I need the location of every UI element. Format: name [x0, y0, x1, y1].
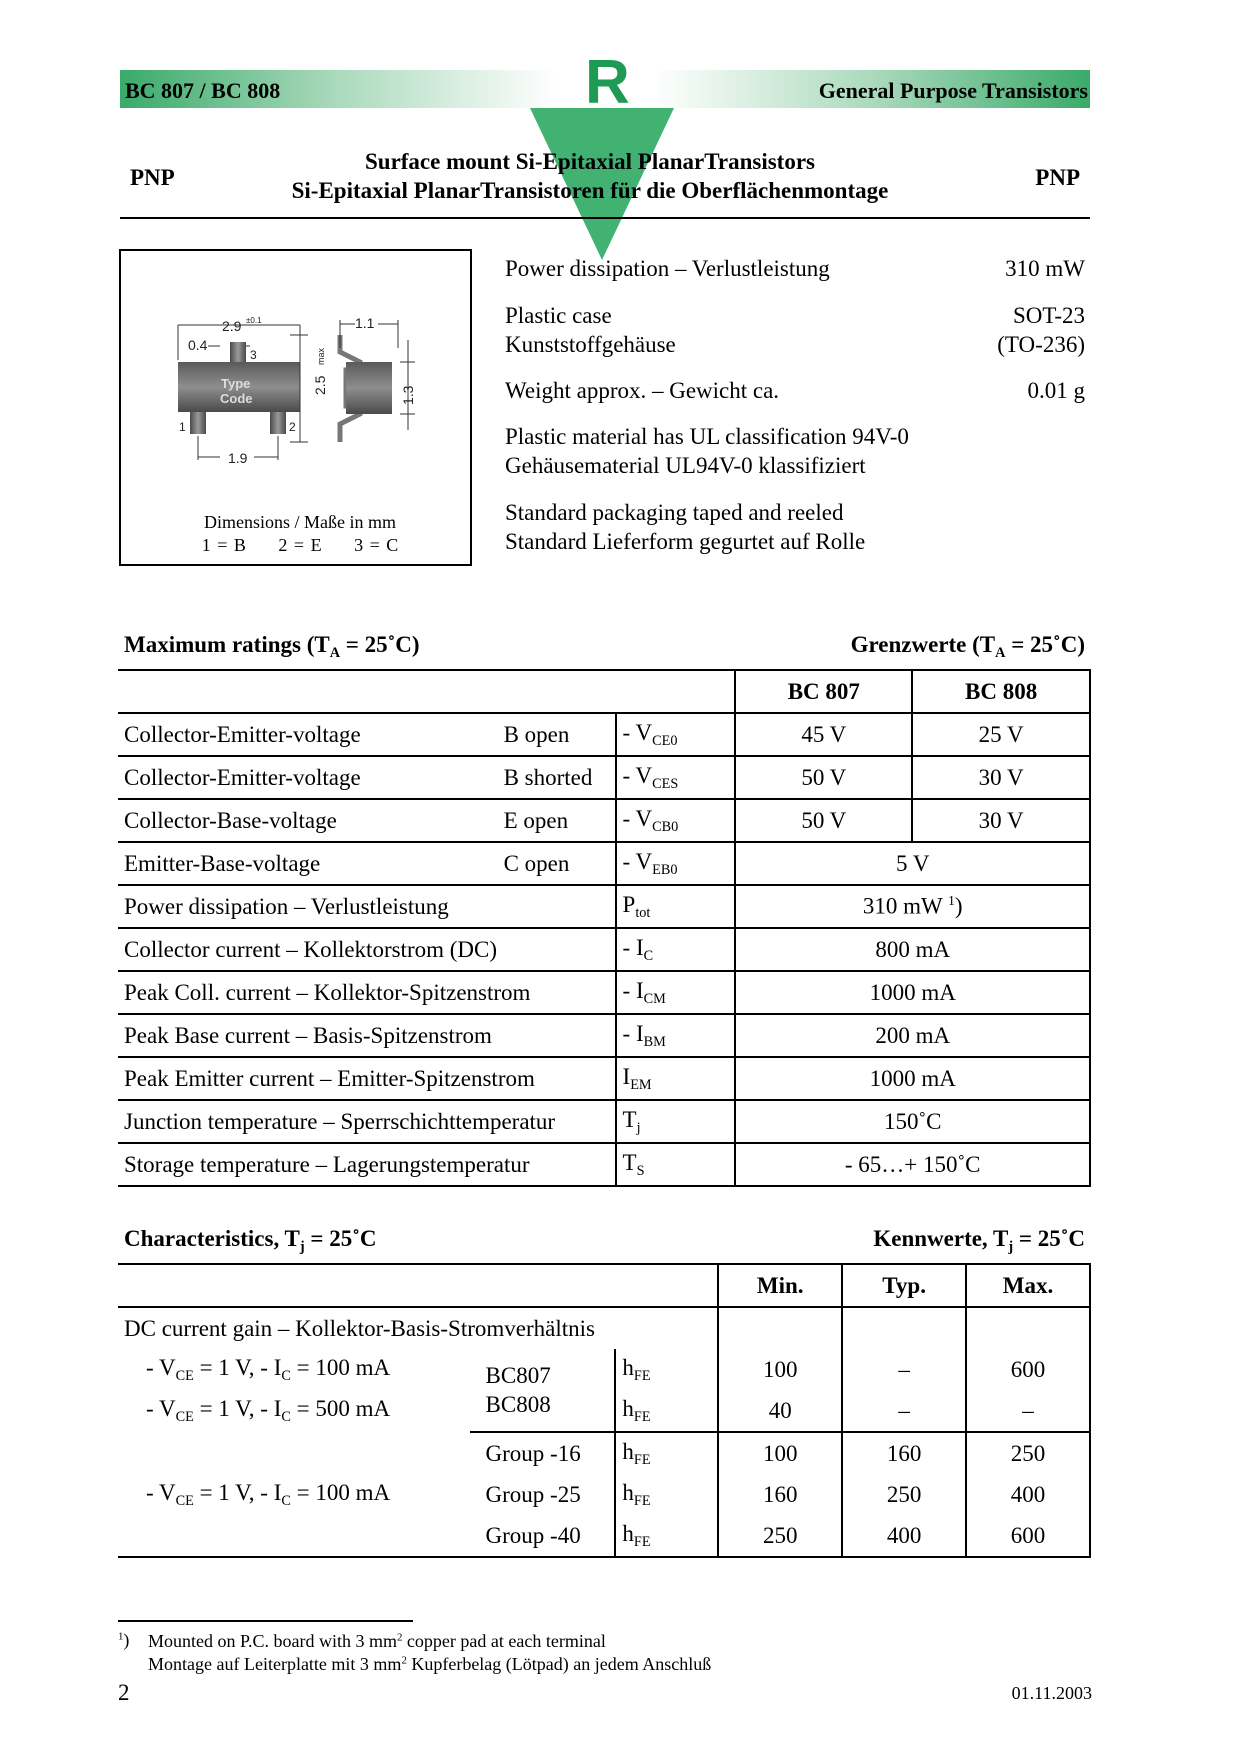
symbol: - $V_{EB0}$ — [616, 842, 736, 885]
table-row — [118, 756, 1090, 799]
symbol: $h_{FE}$ — [615, 1390, 718, 1432]
param: Power dissipation – Verlustleistung — [118, 885, 616, 928]
page-number: 2 — [118, 1680, 130, 1705]
value: 1000 mA — [735, 971, 1090, 1014]
feature-case-value-alt: (TO-236) — [997, 332, 1085, 357]
feature-power-value: 310 mW — [1005, 256, 1085, 281]
value-bc807: 50 V — [735, 799, 912, 842]
feature-ul-en: Plastic material has UL classification 94V-0 — [505, 424, 909, 449]
col-bc808: BC 808 — [912, 670, 1090, 713]
polarity-right: PNP — [1035, 165, 1080, 190]
value-bc808: 30 V — [912, 799, 1090, 842]
feature-case-label-de: Kunststoffgehäuse — [505, 332, 676, 357]
table-row — [118, 1100, 1090, 1143]
polarity-left: PNP — [130, 165, 175, 190]
symbol: $P_{tot}$ — [616, 885, 736, 928]
feature-weight-value: 0.01 g — [1027, 378, 1085, 403]
symbol: $T_j$ — [616, 1100, 736, 1143]
symbol: $h_{FE}$ — [615, 1349, 718, 1390]
value-typ: 160 — [842, 1432, 966, 1474]
value-max: 600 — [966, 1349, 1090, 1390]
symbol: - $I_C$ — [616, 928, 736, 971]
value-typ: – — [842, 1390, 966, 1432]
feature-packaging-de: Standard Lieferform gegurtet auf Rolle — [505, 529, 866, 554]
dim-width: 2.9 — [222, 318, 242, 334]
symbol: - $I_{BM}$ — [616, 1014, 736, 1057]
value-max: 400 — [966, 1474, 1090, 1515]
value-max: 250 — [966, 1432, 1090, 1474]
value-min: 40 — [718, 1390, 842, 1432]
feature-packaging-en: Standard packaging taped and reeled — [505, 500, 844, 525]
device-list: BC807 BC808 — [485, 1363, 551, 1417]
dim-max: max — [316, 347, 326, 365]
param: Collector-Emitter-voltage — [118, 713, 498, 756]
condition: B shorted — [498, 756, 616, 799]
value-bc808: 25 V — [912, 713, 1090, 756]
condition: - $V_{CE} = 1$ V, - $I_C = 100$ mA — [146, 1354, 391, 1384]
type-code-label-2: Code — [220, 391, 253, 406]
value-typ: 400 — [842, 1515, 966, 1557]
pin-assignment: 1 = B 2 = E 3 = C — [201, 535, 399, 555]
condition: - $V_{CE} = 1$ V, - $I_C = 500$ mA — [146, 1396, 391, 1425]
header-part-numbers: BC 807 / BC 808 — [125, 78, 281, 103]
value: 1000 mA — [735, 1057, 1090, 1100]
table-row — [118, 928, 1090, 971]
characteristics-title-de: Kennwerte, $T_j$ = 25˚C — [873, 1226, 1085, 1255]
value-bc807: 50 V — [735, 756, 912, 799]
param: Peak Coll. current – Kollektor-Spitzenstrom — [118, 971, 616, 1014]
value-bc808: 30 V — [912, 756, 1090, 799]
pin-2-label: 2 — [289, 420, 296, 434]
value-max: 600 — [966, 1515, 1090, 1557]
param: Storage temperature – Lagerungstemperatur — [118, 1143, 616, 1186]
param: Emitter-Base-voltage — [118, 842, 498, 885]
col-bc807: BC 807 — [735, 670, 912, 713]
pin-3-label: 3 — [250, 348, 257, 362]
table-row — [118, 1515, 1090, 1557]
footnote-mark: $^1$) — [118, 1630, 130, 1650]
footnote-rule — [118, 1620, 413, 1622]
col-max: Max. — [966, 1264, 1090, 1307]
symbol: $T_S$ — [616, 1143, 736, 1186]
characteristics-table — [118, 1263, 1091, 1558]
dim-pin-pitch: 1.9 — [228, 450, 248, 466]
param: Junction temperature – Sperrschichttemperatur — [118, 1100, 616, 1143]
value-max: – — [966, 1390, 1090, 1432]
dim-pin-width: 0.4 — [188, 337, 208, 353]
feature-power-label: Power dissipation – Verlustleistung — [505, 256, 830, 281]
table-row — [118, 1143, 1090, 1186]
dim-lead-length: 1.1 — [355, 315, 375, 331]
max-ratings-table — [118, 669, 1091, 1187]
symbol: $I_{EM}$ — [616, 1057, 736, 1100]
value: - 65…+ 150˚C — [735, 1143, 1090, 1186]
value: 200 mA — [735, 1014, 1090, 1057]
param: Peak Emitter current – Emitter-Spitzenstrom — [118, 1057, 616, 1100]
max-ratings-title-de: Grenzwerte ($T_A$ = 25˚C) — [850, 632, 1085, 661]
table-row — [118, 1057, 1090, 1100]
table-row — [118, 1349, 1090, 1390]
col-typ: Typ. — [842, 1264, 966, 1307]
value-typ: – — [842, 1349, 966, 1390]
value-min: 100 — [718, 1432, 842, 1474]
value-bc807: 45 V — [735, 713, 912, 756]
table-row — [118, 1474, 1090, 1515]
symbol: - $V_{CB0}$ — [616, 799, 736, 842]
feature-case-label: Plastic case — [505, 303, 612, 328]
symbol: - $V_{CE0}$ — [616, 713, 736, 756]
footnote-line-de: Montage auf Leiterplatte mit 3 $mm^2$ Kupferbelag (Lötpad) an jedem Anschluß — [148, 1654, 712, 1674]
condition: C open — [498, 842, 616, 885]
symbol: - $I_{CM}$ — [616, 971, 736, 1014]
symbol: $h_{FE}$ — [615, 1432, 718, 1474]
dim-tolerance: ±0.1 — [246, 316, 262, 325]
title-german: Si-Epitaxial PlanarTransistoren für die Oberflächenmontage — [291, 178, 889, 203]
pin-1-label: 1 — [179, 420, 186, 434]
symbol: $h_{FE}$ — [615, 1515, 718, 1557]
table-row — [118, 1432, 1090, 1474]
characteristics-title: Characteristics, $T_j$ = 25˚C — [124, 1226, 377, 1255]
dim-height: 2.5 — [312, 375, 328, 395]
param: Peak Base current – Basis-Spitzenstrom — [118, 1014, 616, 1057]
table-row — [118, 713, 1090, 756]
feature-ul-de: Gehäusematerial UL94V-0 klassifiziert — [505, 453, 866, 478]
table-row — [118, 885, 1090, 928]
group-label: Group -40 — [470, 1515, 616, 1557]
value: 310 mW $^1$) — [735, 885, 1090, 928]
feature-weight-label: Weight approx. – Gewicht ca. — [505, 378, 780, 403]
type-code-label-1: Type — [221, 376, 251, 391]
header-rule — [120, 217, 1090, 219]
value: 150˚C — [735, 1100, 1090, 1143]
param: Collector-Emitter-voltage — [118, 756, 498, 799]
param: Collector-Base-voltage — [118, 799, 498, 842]
feature-case-value: SOT-23 — [1013, 303, 1085, 328]
section-label: DC current gain – Kollektor-Basis-Stromverhältnis — [124, 1315, 595, 1341]
table-header-row — [118, 670, 1090, 713]
title-english: Surface mount Si-Epitaxial PlanarTransistors — [364, 149, 815, 174]
table-header-row — [118, 1264, 1090, 1307]
group-label: Group -16 — [470, 1432, 616, 1474]
value-typ: 250 — [842, 1474, 966, 1515]
table-row — [118, 971, 1090, 1014]
table-row — [118, 1307, 1090, 1349]
footnote-line-en: Mounted on P.C. board with 3 $mm^2$ copper pad at each terminal — [148, 1631, 606, 1651]
package-caption: Dimensions / Maße in mm — [204, 512, 396, 532]
condition: E open — [498, 799, 616, 842]
value-min: 250 — [718, 1515, 842, 1557]
value: 800 mA — [735, 928, 1090, 971]
header-category: General Purpose Transistors — [818, 78, 1088, 103]
condition: - $V_{CE} = 1$ V, - $I_C = 100$ mA — [146, 1479, 391, 1509]
brand-logo: R — [585, 48, 630, 117]
table-row — [118, 799, 1090, 842]
group-label: Group -25 — [485, 1481, 581, 1507]
table-row — [118, 1014, 1090, 1057]
value-min: 160 — [718, 1474, 842, 1515]
col-min: Min. — [718, 1264, 842, 1307]
symbol: - $V_{CES}$ — [616, 756, 736, 799]
condition: B open — [498, 713, 616, 756]
value-min: 100 — [718, 1349, 842, 1390]
param: Collector current – Kollektorstrom (DC) — [118, 928, 616, 971]
symbol: $h_{FE}$ — [615, 1474, 718, 1515]
max-ratings-title: Maximum ratings ($T_A$ = 25˚C) — [124, 632, 420, 661]
dim-body-thickness: 1.3 — [400, 385, 416, 405]
value: 5 V — [735, 842, 1090, 885]
document-date: 01.11.2003 — [1011, 1683, 1092, 1703]
table-row — [118, 842, 1090, 885]
